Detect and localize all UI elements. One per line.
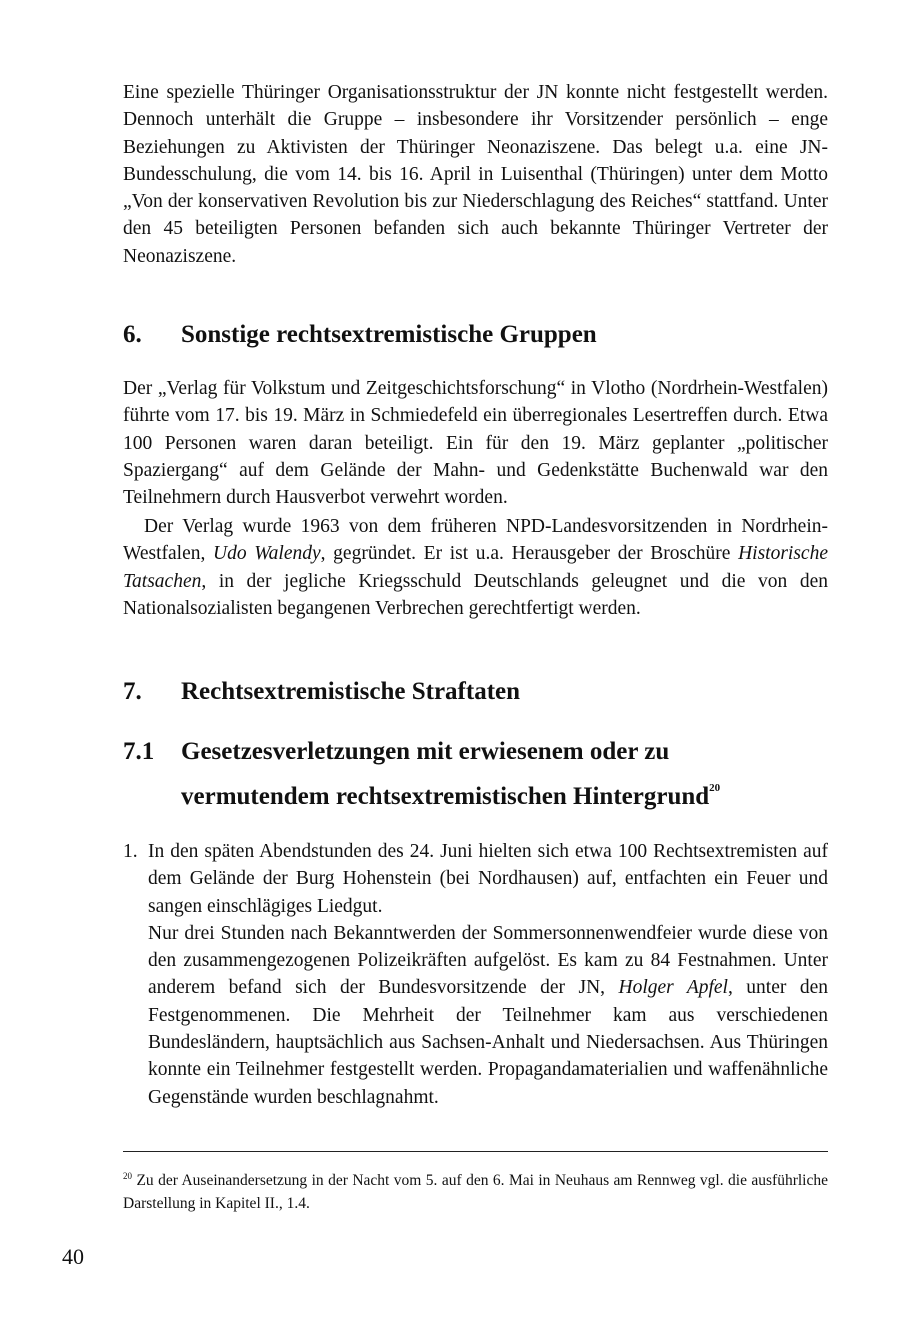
paragraph-text: , gegründet. Er ist u.a. Herausgeber der Broschüre bbox=[320, 543, 739, 565]
section-6-title: Sonstige rechtsextremistische Gruppen bbox=[181, 321, 597, 348]
section-7-1-heading bbox=[123, 734, 828, 815]
section-7-1-title-line-1: Gesetzesverletzungen mit erwiesenem oder zu bbox=[181, 738, 670, 765]
list-item-number: 1. bbox=[123, 841, 138, 862]
footnote-divider bbox=[123, 1151, 828, 1152]
person-name: Udo Walendy bbox=[213, 543, 321, 565]
paragraph-text: Nur drei Stunden nach Bekanntwerden der Sommersonnenwendfeier wurde diese von den zusammengezogenen Polizeikräften aufgelöst. Es kam zu 84 Festnahmen. Unter anderem befand sich der Bundesvorsitzende der JN, bbox=[148, 922, 828, 999]
footnote-text: Zu der Auseinandersetzung in der Nacht vom 5. auf den 6. Mai in Neuhaus am Rennweg vgl. die ausführliche Darstellung in Kapitel II., 1.4. bbox=[123, 1172, 829, 1212]
list-item-paragraph-1: In den späten Abendstunden des 24. Juni hielten sich etwa 100 Rechtsextremisten auf dem Gelände der Burg Hohenstein (bei Nordhausen) auf, entfachten ein Feuer und sangen einschlägiges Liedgut. bbox=[148, 841, 828, 917]
paragraph-text: , in der jegliche Kriegsschuld Deutschlands geleugnet und die von den Nationalsozialisten begangenen Verbrechen gerechtfertigt werden. bbox=[123, 570, 828, 619]
section-7-1-title-line-2 bbox=[181, 770, 828, 815]
footnote-marker: 20 bbox=[123, 1171, 132, 1181]
list-item-body bbox=[148, 838, 828, 1111]
publication-title: Historische Tatsachen bbox=[123, 543, 828, 592]
section-6-number: 6. bbox=[123, 321, 142, 348]
list-item-paragraph-2 bbox=[148, 920, 828, 1111]
paragraph-text: Der Verlag wurde 1963 von dem früheren NPD-Landesvorsitzenden in Nordrhein-Westfalen, bbox=[123, 516, 828, 565]
section-7-1-number: 7.1 bbox=[123, 738, 155, 765]
page-number: 40 bbox=[62, 1244, 84, 1269]
section-7-heading bbox=[123, 675, 828, 709]
paragraph-text: , unter den Festgenommenen. Die Mehrheit der Teilnehmer kam aus verschiedenen Bundesländern, hauptsächlich aus Sachsen-Anhalt und Niedersachsen. Aus Thüringen konnte ein Teilnehmer festgestellt werden. Propagandamaterialien und waffenähnliche Gegenstände wurden beschlagnahmt. bbox=[148, 977, 828, 1108]
list-item-1 bbox=[123, 838, 828, 1111]
footnote bbox=[123, 1165, 828, 1215]
section-7-number: 7. bbox=[123, 678, 142, 705]
person-name: Holger Apfel bbox=[618, 977, 728, 999]
intro-paragraph: Eine spezielle Thüringer Organisationsstruktur der JN konnte nicht festgestellt werden. Dennoch unterhält die Gruppe – insbesondere ihr Vorsitzender persönlich – enge Beziehungen zu Aktivisten der Thüringer Neonaziszene. Das belegt u.a. eine JN-Bundesschulung, die vom 14. bis 16. April in Luisenthal (Thüringen) unter dem Motto „Von der konservativen Revolution bis zur Niederschlagung des Reiches“ stattfand. Unter den 45 beteiligten Personen befanden sich auch bekannte Thüringer Vertreter der Neonaziszene. bbox=[123, 82, 828, 267]
section-7-title: Rechtsextremistische Straftaten bbox=[181, 678, 521, 705]
section-6-paragraph-2 bbox=[123, 513, 828, 622]
footnote-reference: 20 bbox=[709, 782, 721, 794]
section-6-paragraph-1: Der „Verlag für Volkstum und Zeitgeschichtsforschung“ in Vlotho (Nordrhein-Westfalen) führte vom 17. bis 19. März in Schmiedefeld ein überregionales Lesertreffen durch. Etwa 100 Personen waren daran beteiligt. Ein für den 19. März geplanter „politischer Spaziergang“ auf dem Gelände der Mahn- und Gedenkstätte Buchenwald war den Teilnehmern durch Hausverbot verwehrt worden. bbox=[123, 378, 828, 509]
section-6-heading bbox=[123, 318, 828, 352]
title-text: vermutendem rechtsextremistischen Hintergrund bbox=[181, 783, 710, 810]
